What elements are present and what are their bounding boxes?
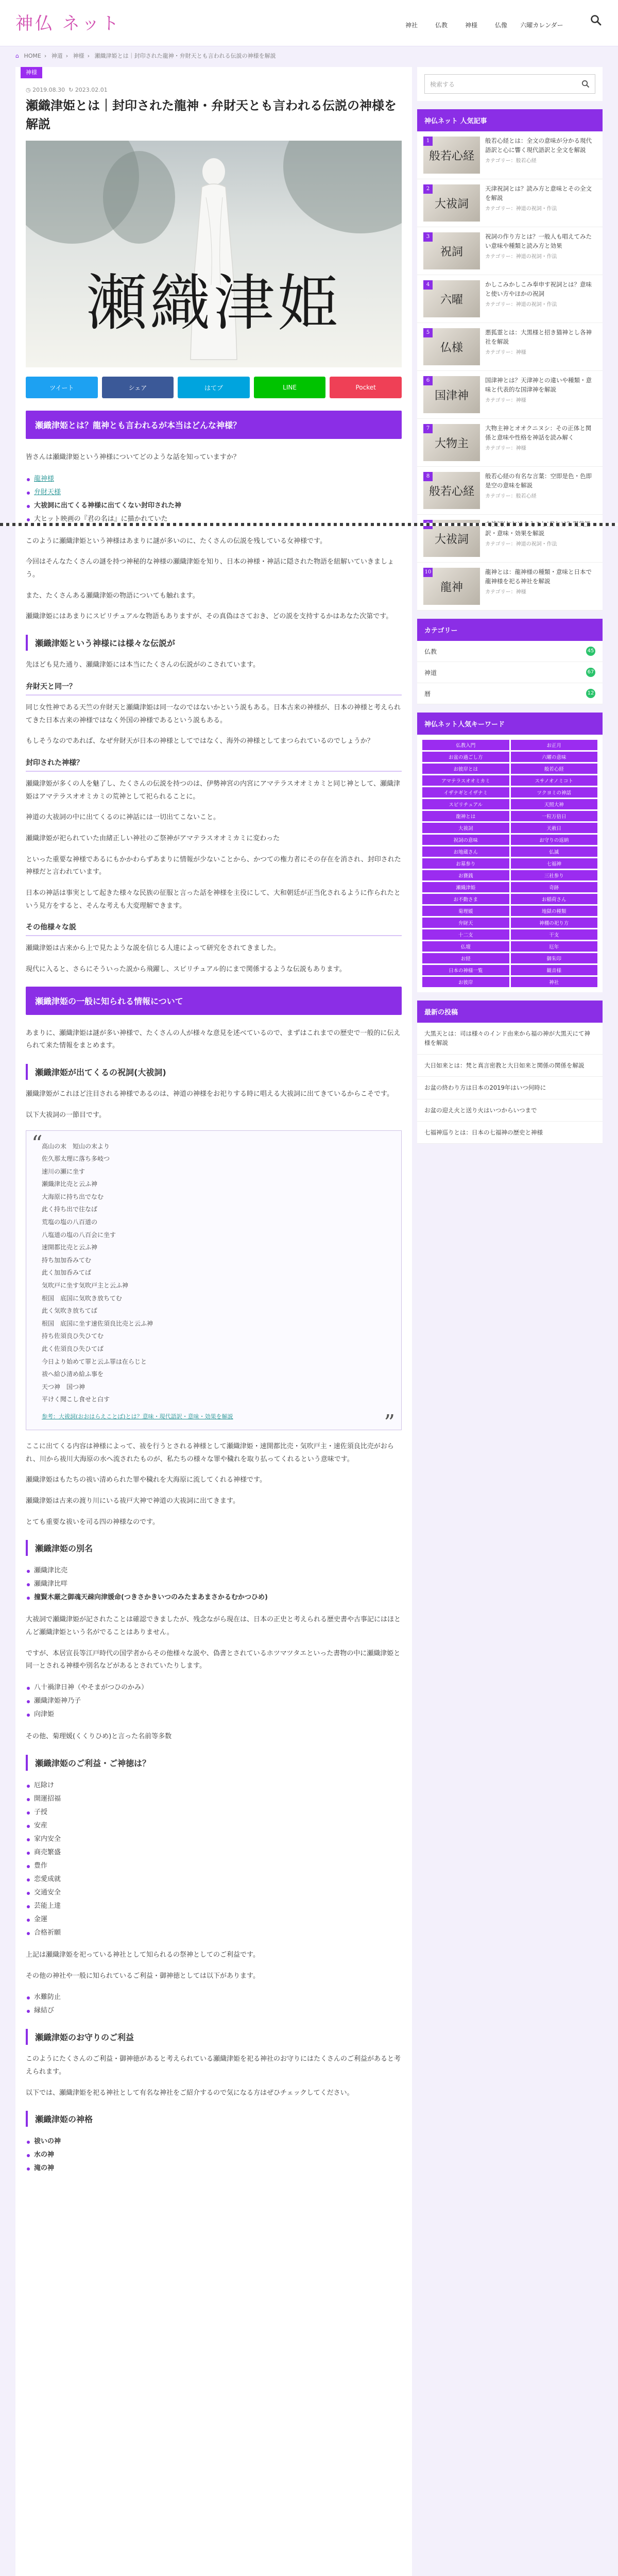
keyword-tag[interactable]: 菊理媛 — [422, 906, 509, 916]
list-item: 縁結び — [26, 2004, 402, 2018]
paragraph: 以下では、瀬織津姫を祀る神社として有名な神社をご紹介するので気になる方はぜひチェックしてください。 — [26, 2089, 354, 2097]
share-hatena-button[interactable]: はてブ — [178, 377, 250, 398]
thumbnail-text: 祝詞 — [440, 245, 463, 259]
paragraph: 瀬織津姫はもたちの祓い清められた罪や穢れを大海原に流してくれる神様です。 — [26, 1476, 266, 1484]
category-name: 暦 — [424, 690, 431, 698]
heading-h4-other-theories: その他様々な説 — [26, 922, 402, 936]
popular-article-item[interactable] — [417, 563, 603, 611]
share-twitter-button[interactable]: ツイート — [26, 377, 98, 398]
thumbnail-text: 大物主 — [434, 437, 469, 450]
quote-line: 祓へ給ひ清め給ふ事を — [42, 1370, 104, 1378]
keyword-tag[interactable]: 一粒万倍日 — [511, 811, 598, 821]
keyword-tag[interactable]: 奇跡 — [511, 882, 598, 892]
keyword-tag[interactable]: 神社 — [511, 977, 598, 987]
post-dates — [26, 87, 412, 93]
article-thumbnail — [423, 137, 480, 174]
paragraph: 同じ女性神である天竺の弁財天と瀬織津姫は同一なのではないかという説もある。日本古来の神様が、日本の神様と考えられてきた日本古来の神様ではなく外国の神様であるという説もある。 — [26, 703, 401, 724]
article-link[interactable]: かしこみかしこみ奉申す祝詞とは？意味と使い方やほかの祝詞 — [485, 281, 592, 297]
rank-badge: 2 — [423, 184, 433, 194]
popular-article-item[interactable] — [417, 227, 603, 275]
thumbnail-text: 大祓詞 — [434, 533, 469, 546]
category-title: カテゴリー — [417, 619, 603, 641]
divider-stripe — [0, 523, 618, 526]
category-item[interactable] — [417, 662, 603, 683]
thumbnail-text: 般若心経 — [428, 485, 474, 498]
paragraph: その他、菊理媛(くくりひめ)と言った名前等多数 — [26, 1733, 172, 1741]
refresh-icon: ↻ — [68, 87, 74, 93]
keyword-tag[interactable]: お地蔵さん — [422, 846, 509, 857]
new-posts-box — [417, 1001, 603, 1144]
article-link[interactable]: 国津神とは？天津神との違いや種類・意味と代表的な国津神を解説 — [485, 377, 592, 393]
list-item: 豊作 — [26, 1859, 402, 1873]
new-post-link[interactable]: お盆の終わり方は日本の2019年はいつ何時に — [417, 1077, 603, 1099]
category-badge[interactable]: 神様 — [21, 67, 42, 78]
article-title: 瀬織津姫とは｜封印された龍神・弁財天とも言われる伝説の神様を解説 — [26, 98, 397, 131]
list-item: 安産 — [26, 1819, 402, 1833]
article-thumbnail — [423, 568, 480, 605]
paragraph: また、たくさんある瀬織津姫の物語についても触れます。 — [26, 591, 199, 600]
list-item: 子授 — [26, 1806, 402, 1819]
paragraph: 瀬織津姫が祀られていた由緒正しい神社のご祭神がアマテラスオオミカミに変わった — [26, 834, 280, 842]
new-post-link[interactable]: お盆の迎え火と送り火はいつからいつまで — [417, 1099, 603, 1122]
share-buttons — [26, 377, 402, 398]
new-post-link[interactable]: 大黒天とは：司は様々のインド由来から福の神が大黒天にて神様を解説 — [417, 1023, 603, 1055]
keyword-title: 神仏ネット人気キーワード — [417, 713, 603, 735]
quote-line: 瀬織津比売と云ふ神 — [42, 1180, 98, 1188]
popular-title: 神仏ネット 人気記事 — [417, 109, 603, 131]
keyword-tag[interactable]: 瀬織津姫 — [422, 882, 509, 892]
popular-article-item[interactable] — [417, 179, 603, 227]
breadcrumb-gods[interactable]: 神様 — [73, 53, 84, 59]
quote-source: 参考：大祓詞(おおはらえことば)とは？意味・現代語訳・意味・効果を解説 — [42, 1413, 233, 1420]
paragraph: その他の神社や一般に知られているご利益・御神徳としては以下があります。 — [26, 1972, 260, 1980]
article-thumbnail — [423, 376, 480, 413]
breadcrumb-shinto[interactable]: 神道 — [51, 53, 63, 59]
list-item: 滝の神 — [26, 2162, 402, 2175]
home-icon: ⌂ — [15, 53, 19, 59]
keyword-tag[interactable]: 干支 — [511, 929, 598, 940]
paragraph: このようにたくさんのご利益・御神徳があると考えられている瀬織津姫を祀る神社のお守りにはたくさんのご利益があると考えられます。 — [26, 2055, 401, 2076]
paragraph: 以下大祓詞の一節目です。 — [26, 1111, 106, 1119]
rank-badge: 10 — [423, 568, 433, 577]
keyword-tag[interactable]: イザナギとイザナミ — [422, 787, 509, 798]
keyword-tag[interactable]: 龍神とは — [422, 811, 509, 821]
keyword-tag[interactable]: お賽銭 — [422, 870, 509, 880]
site-header — [0, 0, 618, 46]
global-nav — [397, 13, 568, 29]
popular-articles — [417, 109, 603, 611]
article-thumbnail — [423, 328, 480, 365]
keyword-tag[interactable]: お守りの返納 — [511, 835, 598, 845]
list-item: 合格祈願 — [26, 1926, 402, 1940]
article-text — [480, 472, 596, 509]
rank-badge: 1 — [423, 137, 433, 146]
keyword-tag[interactable]: 日本の神様一覧 — [422, 965, 509, 975]
paragraph: 瀬織津姫にはあまりにスピリチュアルな物語もありますが、その真偽はさておき、どの説を支持するかはあなた次第です。 — [26, 613, 393, 621]
popular-article-item[interactable] — [417, 419, 603, 467]
article-link[interactable]: 祝詞の作り方とは？一般人も唱えてみたい意味や種類と読み方と効果 — [485, 233, 592, 249]
popular-article-item[interactable] — [417, 371, 603, 419]
nav-item-buddha-statues[interactable]: 仏像 — [494, 22, 507, 29]
quote-line: 此く佐須良ひ失ひてば — [42, 1345, 104, 1352]
article-thumbnail — [423, 232, 480, 269]
keyword-tag[interactable]: お墓参り — [422, 858, 509, 869]
sidebar-search — [417, 67, 603, 101]
rank-badge: 8 — [423, 472, 433, 481]
norito-quote — [26, 1130, 402, 1435]
category-name: 仏教 — [424, 648, 437, 655]
quote-line: 高山の末 短山の末より — [42, 1142, 110, 1150]
heading-h3-norito: 瀬織津姫が出てくるの祝詞(大祓詞) — [26, 1064, 402, 1080]
rank-badge: 3 — [423, 232, 433, 242]
article-category: カテゴリー：神道の祝詞・作法 — [485, 253, 557, 260]
paragraph: このように瀬織津姫という神様はあまりに謎が多いのに、たくさんの伝説を残している女神様です。 — [26, 537, 327, 545]
keyword-tag[interactable]: 七福神 — [511, 858, 598, 869]
quote-line: 速川の瀬に坐す — [42, 1167, 85, 1175]
close-quote-icon: ” — [384, 1410, 395, 1435]
article-body — [26, 411, 402, 2175]
list-item: 水難防止 — [26, 1991, 402, 2004]
breadcrumb-home[interactable]: HOME — [24, 53, 41, 59]
article-category: カテゴリー：神道の祝詞・作法 — [485, 541, 557, 547]
article-text — [480, 280, 596, 317]
rank-badge: 4 — [423, 280, 433, 290]
search-button[interactable] — [587, 11, 605, 29]
category-count: 45 — [586, 647, 595, 656]
article-category: カテゴリー：般若心経 — [485, 158, 537, 164]
article-link[interactable]: 般若心経とは：全文の意味が分かる現代語訳と心に響く現代語訳と全文を解説 — [485, 137, 592, 154]
heading-h4-benzaiten: 弁財天と同一？ — [26, 681, 402, 696]
new-post-link[interactable]: 七福神巡りとは：日本の七福神の歴史と神様 — [417, 1122, 603, 1144]
list-item: 金運 — [26, 1913, 402, 1926]
list-item: 商売繁盛 — [26, 1846, 402, 1859]
paragraph: ここに出てくる内容は神様によって、祓を行うとされる神様として瀬織津姫・速開都比売・気吹戸主・速佐須良比売がおられ、川から祓川大海原の水へ流されたものが、私たちの様々な罪や穢れを取り払ってくれるという意味です。 — [26, 1442, 394, 1463]
paragraph: といった重要な神様であるにもかかわらずあまりに情報が少ないことから、かつての権力者にその存在を消され、封印された神様だと言われています。 — [26, 855, 401, 876]
clock-icon: ◷ — [26, 87, 31, 93]
alias-list-2 — [26, 1681, 402, 1721]
quote-line: 天つ神 国つ神 — [42, 1383, 85, 1391]
keyword-tag[interactable]: 祝詞の意味 — [422, 835, 509, 845]
paragraph: 今回はそんなたくさんの謎を持つ神秘的な神様の瀬織津姫を知り、日本の神様・神話に隠された物語を紐解いていきましょう。 — [26, 558, 394, 579]
paragraph: もしそうなのであれば、なぜ弁財天が日本の神様としてではなく、海外の神様としてまつられているのでしょうか？ — [26, 737, 374, 745]
article-text — [480, 568, 596, 605]
eyecatch-image — [26, 141, 402, 367]
paragraph: 瀬織津姫が多くの人を魅了し、たくさんの伝説を持つのは、伊勢神宮の内宮にアマテラスオオミカミと同じ神として、瀬織津姫はアマテラスオオミカミの荒神として祀られることに。 — [26, 779, 400, 801]
keyword-tag[interactable]: 御朱印 — [511, 953, 598, 963]
list-item: 龍神様 — [26, 472, 402, 486]
popular-article-item[interactable] — [417, 515, 603, 563]
keyword-tag[interactable]: 天照大神 — [511, 799, 598, 809]
list-item: 祓いの神 — [26, 2135, 402, 2148]
popular-article-item[interactable] — [417, 323, 603, 371]
thumbnail-text: 龍神 — [440, 581, 463, 594]
popular-article-item[interactable] — [417, 131, 603, 179]
paragraph: とても重要な祓いを司る四の神様なのです。 — [26, 1518, 159, 1526]
quote-line: 気吹戸に坐す気吹戸主と云ふ神 — [42, 1282, 129, 1290]
list-item: 交通安全 — [26, 1886, 402, 1900]
paragraph: あまりに、瀬織津姫は謎が多い神様で、たくさんの人が様々な意見を述べているので、まずはこれまでの歴史で一般的に伝えられて来た情報をまとめます。 — [26, 1029, 401, 1050]
nav-item-buddhism[interactable]: 仏教 — [435, 22, 448, 29]
paragraph: 上記は瀬織津姫を祀っている神社として知られるの祭神としてのご利益です。 — [26, 1951, 260, 1959]
article-thumbnail — [423, 472, 480, 509]
heading-h3-alias: 瀬織津姫の別名 — [26, 1540, 402, 1556]
list-item: 開運招福 — [26, 1792, 402, 1806]
article-thumbnail — [423, 424, 480, 461]
paragraph: 現代に入ると、さらにそういった説から飛躍し、スピリチュアル的にまで関係するような伝説もあります。 — [26, 965, 346, 974]
article-text — [480, 376, 596, 413]
article-category: カテゴリー：神道の祝詞・作法 — [485, 301, 557, 308]
keyword-tag[interactable]: 六曜の意味 — [511, 752, 598, 762]
quote-line: 八塩道の塩の八百会に坐す — [42, 1231, 116, 1239]
keyword-tag[interactable]: スピリチュアル — [422, 799, 509, 809]
alias-list — [26, 1564, 402, 1604]
rank-badge: 5 — [423, 328, 433, 337]
article-category: カテゴリー：神様 — [485, 445, 526, 451]
heading-h4-sealed: 封印された神様？ — [26, 757, 402, 772]
list-item: 八十禍津日神（やそまがつひのかみ） — [26, 1681, 402, 1694]
keyword-tag[interactable]: アマテラスオオミカミ — [422, 775, 509, 786]
article-link[interactable]: 龍神とは：龍神様の種類・意味と日本で龍神様を祀る神社を解説 — [485, 568, 592, 585]
quote-line: 持ち加加呑みてむ — [42, 1256, 92, 1264]
keyword-tag[interactable]: ツクヨミの神話 — [511, 787, 598, 798]
keyword-tag[interactable]: スサノオノミコト — [511, 775, 598, 786]
keyword-tag[interactable]: 観音様 — [511, 965, 598, 975]
list-item: 芸能上達 — [26, 1900, 402, 1913]
breadcrumb-current: 瀬織津姫とは｜封印された龍神・弁財天とも言われる伝説の神様を解説 — [94, 53, 276, 59]
list-item: 恋愛成就 — [26, 1873, 402, 1886]
keyword-tag[interactable]: 厄年 — [511, 941, 598, 952]
paragraph: 瀬織津姫は古来の渡り川にいる祓戸大神で神道の大祓詞に出てきます。 — [26, 1497, 239, 1505]
benefits-list — [26, 1779, 402, 1940]
keyword-tag[interactable]: 大祓詞 — [422, 823, 509, 833]
heading-h2-what-is: 瀬織津姫とは？龍神とも言われるが本当はどんな神様？ — [26, 411, 402, 439]
list-item: 弁財天様 — [26, 486, 402, 499]
article-link[interactable]: 悪狐霊とは：大黒様と招き猫神とし各神社を解説 — [485, 329, 592, 345]
rank-badge: 7 — [423, 424, 433, 433]
list-item: 瀬織津姫神乃子 — [26, 1694, 402, 1708]
keyword-tag[interactable]: 三社参り — [511, 870, 598, 880]
list-item: 厄除け — [26, 1779, 402, 1792]
article-thumbnail — [423, 280, 480, 317]
article-category: カテゴリー：般若心経 — [485, 493, 537, 499]
quote-line: 今日より始めて罪と云ふ罪は在らじと — [42, 1358, 147, 1365]
keyword-tag[interactable]: 仏教入門 — [422, 740, 509, 750]
paragraph: 大祓詞で瀬織津姫が記されたことは確認できましたが、残念ながら現在は、日本の正史と考えられる歴史書や古事記にはほとんど瀬織津姫という名がでることはありません。 — [26, 1616, 401, 1637]
quote-line: 此く気吹き放ちてば — [42, 1307, 97, 1315]
keyword-tag[interactable]: お彼岸とは — [422, 764, 509, 774]
article-link[interactable]: 天津祝詞とは？読み方と意味とその全文を解説 — [485, 185, 592, 201]
keyword-tag[interactable]: 弁財天 — [422, 918, 509, 928]
article-link[interactable]: 大物主神とオオクニヌシ：その正体と関係と意味や性格を神話を読み解く — [485, 425, 592, 441]
article-thumbnail — [423, 184, 480, 222]
quote-line: 佐久那太理に落ち多岐つ — [42, 1155, 110, 1163]
keyword-tag[interactable]: お盆の過ごし方 — [422, 752, 509, 762]
legend-list — [26, 472, 402, 526]
quote-line: 此く持ち出で往なば — [42, 1206, 98, 1213]
category-box — [417, 619, 603, 704]
category-item[interactable] — [417, 683, 603, 704]
article-text — [480, 137, 596, 174]
date-published: 2019.08.30 — [32, 87, 65, 93]
intro-paragraph: 皆さんは瀬織津姫という神様についてどのような話を知っていますか？ — [26, 453, 240, 461]
list-item: 瀬織津比咩 — [26, 1578, 402, 1591]
category-name: 神道 — [424, 669, 437, 676]
article-text — [480, 424, 596, 461]
quote-line: 平けく聞こし食せと白す — [42, 1396, 110, 1403]
quote-line: 荒塩の塩の八百道の — [42, 1218, 98, 1226]
share-facebook-button[interactable]: シェア — [102, 377, 174, 398]
sidebar — [417, 67, 603, 1152]
list-item: 撞賢木厳之御魂天疎向津媛命(つきさかきいつのみたまあまさかるむかつひめ) — [26, 1591, 402, 1604]
breadcrumb: ⌂ HOME › 神道 › 神様 › 瀬織津姫とは｜封印された龍神・弁財天とも言われる伝説の神様を解説 — [15, 53, 276, 59]
paragraph: ですが、本居宣長等江戸時代の国学者からその他様々な説や、偽書とされているホツマツタエといった書物の中に瀬織津姫と同一とされる神様や別名などがあるとされていたりします。 — [26, 1649, 401, 1670]
heading-h3-legends: 瀬織津姫という神様には様々な伝説が — [26, 635, 402, 651]
article-text — [480, 232, 596, 269]
keyword-tag[interactable]: お経 — [422, 953, 509, 963]
paragraph: 神道の大祓詞の中に出てくるのに神話には一切出てこないこと。 — [26, 814, 220, 822]
list-item: 大祓詞に出てくる神様に出てくない封印された神 — [26, 499, 402, 513]
quote-line: 大海原に持ち出でなむ — [42, 1193, 104, 1200]
list-item: 瀬織津比売 — [26, 1564, 402, 1578]
list-item: 水の神 — [26, 2148, 402, 2162]
site-logo[interactable]: 神仏 ネット — [15, 13, 121, 34]
thumbnail-text: 仏様 — [440, 341, 463, 354]
keyword-tag[interactable]: 天赦日 — [511, 823, 598, 833]
popular-article-item[interactable] — [417, 467, 603, 515]
nav-item-rokuyo-calendar[interactable]: 六曜カレンダー — [520, 22, 563, 29]
article-category: カテゴリー：神様 — [485, 397, 526, 403]
nav-item-gods[interactable]: 神様 — [465, 22, 477, 29]
date-updated: 2023.02.01 — [75, 87, 108, 93]
keyword-box — [417, 713, 603, 992]
benefits-list-2 — [26, 1991, 402, 2018]
heading-h3-divinity: 瀬織津姫の神格 — [26, 2111, 402, 2127]
heading-h2-general-info: 瀬織津姫の一般に知られる情報について — [26, 987, 402, 1015]
quote-line: 根国 底国に気吹き放ちてむ — [42, 1294, 122, 1302]
divinity-list — [26, 2135, 402, 2175]
category-count: 67 — [586, 668, 595, 677]
paragraph: 先ほども見た通り、瀬織津姫には本当にたくさんの伝説がのこされています。 — [26, 661, 260, 669]
keyword-tag[interactable]: お稲荷さん — [511, 894, 598, 904]
popular-article-item[interactable] — [417, 275, 603, 323]
list-item: 家内安全 — [26, 1833, 402, 1846]
keyword-tag[interactable]: 神棚の祀り方 — [511, 918, 598, 928]
category-item[interactable] — [417, 641, 603, 662]
share-line-button[interactable]: LINE — [254, 377, 326, 398]
keyword-tag[interactable]: 仏滅 — [511, 846, 598, 857]
thumbnail-text: 六曜 — [440, 293, 463, 307]
thumbnail-text: 大祓詞 — [434, 197, 469, 211]
category-count: 12 — [586, 689, 595, 698]
rank-badge: 6 — [423, 376, 433, 385]
keyword-tag[interactable]: 十二支 — [422, 929, 509, 940]
article-category: カテゴリー：神様 — [485, 349, 526, 355]
article-link[interactable]: 般若心経の有名な言葉：空即是色・色即是空の意味を解説 — [485, 472, 592, 489]
article-link[interactable]: 訳・意味・効果を解説 — [485, 529, 544, 537]
list-item: 向津姫 — [26, 1708, 402, 1721]
quote-line: 此く加加呑みてば — [42, 1269, 92, 1277]
keyword-tag[interactable]: お不動さま — [422, 894, 509, 904]
search-icon — [590, 14, 602, 26]
article-category: カテゴリー：神道の祝詞・作法 — [485, 206, 557, 212]
keyword-tag[interactable]: 地獄の種類 — [511, 906, 598, 916]
thumbnail-text: 般若心経 — [428, 149, 474, 163]
quote-line: 持ち佐須良ひ失ひてむ — [42, 1332, 104, 1340]
paragraph: 瀬織津姫は古来から上で見たような説を信じる人達によって研究をされてきました。 — [26, 944, 281, 953]
keyword-tag[interactable]: 仏壇 — [422, 941, 509, 952]
heading-h3-omamori: 瀬織津姫のお守りのご利益 — [26, 2029, 402, 2045]
sidebar-search-input[interactable]: 検索する — [424, 74, 595, 94]
eyecatch-caption: 瀬織津姫 — [85, 267, 341, 338]
keyword-tag[interactable]: 般若心経 — [511, 764, 598, 774]
new-post-link[interactable]: 大日如来とは：梵と真言密教と大日如来と関係の関係を解説 — [417, 1055, 603, 1077]
article-text — [480, 328, 596, 365]
article-text — [480, 184, 596, 222]
search-icon — [581, 80, 590, 88]
keyword-tag[interactable]: お正月 — [511, 740, 598, 750]
article-main — [15, 67, 412, 2576]
paragraph: 瀬織津姫がこれほど注目される神様であるのは、神道の神様をお祀りする時に唱える大祓詞に出てきているからこそです。 — [26, 1090, 393, 1098]
open-quote-icon: “ — [31, 1130, 43, 1156]
article-category: カテゴリー：神様 — [485, 589, 526, 595]
nav-item-shrine[interactable]: 神社 — [405, 22, 418, 29]
thumbnail-text: 国津神 — [434, 389, 469, 402]
share-pocket-button[interactable]: Pocket — [330, 377, 402, 398]
quote-line: 根国 底国に坐す速佐須良比売と云ふ神 — [42, 1319, 153, 1327]
heading-h3-benefits: 瀬織津姫のご利益・ご神徳は？ — [26, 1755, 402, 1771]
quote-line: 速開都比売と云ふ神 — [42, 1244, 98, 1251]
paragraph: 日本の神話は事実として起きた様々な民族の征服と言った話を神様を主役にして、大和朝廷が正当化されるように作られたという見方をすると、そんな考えも大変理解できます。 — [26, 889, 401, 910]
list-item: 大ヒット映画の『君の名は』に描かれていた — [26, 513, 402, 526]
keyword-tag[interactable]: お彼岸 — [422, 977, 509, 987]
new-posts-title: 最新の投稿 — [417, 1001, 603, 1023]
